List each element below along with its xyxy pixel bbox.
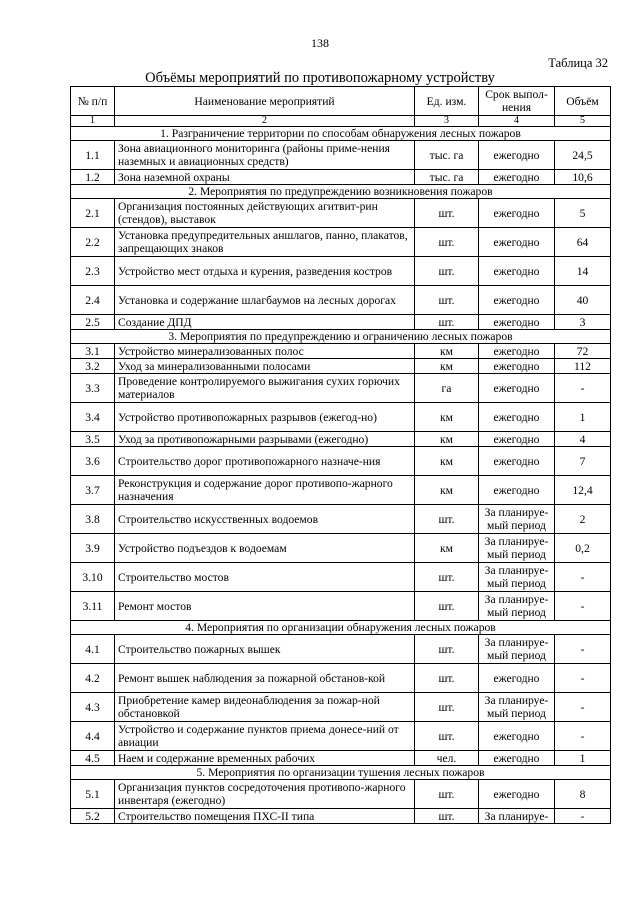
table-row [71, 722, 611, 751]
volume-cell: 10,6 [555, 170, 611, 185]
section-title: 1. Разграничение территории по способам обнаружения лесных пожаров [71, 127, 611, 141]
row-number: 4.5 [71, 751, 115, 766]
section-title: 5. Мероприятия по организации тушения лесных пожаров [71, 766, 611, 780]
table-row [71, 257, 611, 286]
row-number: 4.1 [71, 635, 115, 664]
term-cell: ежегодно [479, 257, 555, 286]
row-number: 3.10 [71, 563, 115, 592]
unit-cell: шт. [415, 722, 479, 751]
measure-name: Устройство мест отдыха и курения, разведения костров [115, 257, 415, 286]
header-term: Срок выпол-нения [479, 87, 555, 116]
unit-cell: шт. [415, 780, 479, 809]
row-number: 4.2 [71, 664, 115, 693]
measure-name: Создание ДПД [115, 315, 415, 330]
column-number: 2 [115, 116, 415, 127]
table-title: Объёмы мероприятий по противопожарному устройству [145, 70, 495, 86]
unit-cell: шт. [415, 693, 479, 722]
section-row [71, 127, 611, 141]
unit-cell: шт. [415, 664, 479, 693]
measure-name: Строительство искусственных водоемов [115, 505, 415, 534]
row-number: 2.1 [71, 199, 115, 228]
volume-cell: 24,5 [555, 141, 611, 170]
term-cell: За планируе-мый период [479, 534, 555, 563]
table-row [71, 447, 611, 476]
measure-name: Уход за противопожарными разрывами (ежегодно) [115, 432, 415, 447]
table-row [71, 359, 611, 374]
volume-cell: 3 [555, 315, 611, 330]
row-number: 1.1 [71, 141, 115, 170]
row-number: 3.1 [71, 344, 115, 359]
unit-cell: шт. [415, 228, 479, 257]
measure-name: Зона авиационного мониторинга (районы приме-нения наземных и авиационных средств) [115, 141, 415, 170]
unit-cell: га [415, 374, 479, 403]
row-number: 1.2 [71, 170, 115, 185]
row-number: 3.8 [71, 505, 115, 534]
unit-cell: км [415, 432, 479, 447]
term-cell: ежегодно [479, 476, 555, 505]
row-number: 2.2 [71, 228, 115, 257]
header-unit: Ед. изм. [415, 87, 479, 116]
unit-cell: шт. [415, 635, 479, 664]
row-number: 5.1 [71, 780, 115, 809]
table-row [71, 693, 611, 722]
section-title: 4. Мероприятия по организации обнаружения лесных пожаров [71, 621, 611, 635]
header-num: № п/п [71, 87, 115, 116]
row-number: 3.6 [71, 447, 115, 476]
term-cell: ежегодно [479, 664, 555, 693]
volume-cell: - [555, 664, 611, 693]
measure-name: Наем и содержание временных рабочих [115, 751, 415, 766]
unit-cell: шт. [415, 286, 479, 315]
table-row [71, 780, 611, 809]
volume-cell: 12,4 [555, 476, 611, 505]
term-cell: За планируе-мый период [479, 693, 555, 722]
column-number: 3 [415, 116, 479, 127]
measure-name: Зона наземной охраны [115, 170, 415, 185]
measure-name: Устройство и содержание пунктов приема донесе-ний от авиации [115, 722, 415, 751]
term-cell: ежегодно [479, 751, 555, 766]
unit-cell: км [415, 447, 479, 476]
term-cell: ежегодно [479, 722, 555, 751]
section-row [71, 621, 611, 635]
table-row [71, 505, 611, 534]
volume-cell: - [555, 635, 611, 664]
term-cell: ежегодно [479, 286, 555, 315]
table-row [71, 664, 611, 693]
volume-cell: - [555, 722, 611, 751]
term-cell: ежегодно [479, 170, 555, 185]
measure-name: Строительство дорог противопожарного назначе-ния [115, 447, 415, 476]
unit-cell: шт. [415, 315, 479, 330]
volume-cell: 40 [555, 286, 611, 315]
term-cell: ежегодно [479, 141, 555, 170]
table-row [71, 315, 611, 330]
column-number-row [71, 116, 611, 127]
table-row [71, 751, 611, 766]
table-row [71, 170, 611, 185]
section-row [71, 185, 611, 199]
volume-cell: 1 [555, 403, 611, 432]
unit-cell: шт. [415, 563, 479, 592]
measure-name: Строительство пожарных вышек [115, 635, 415, 664]
measure-name: Строительство помещения ПХС-II типа [115, 809, 415, 824]
table-label: Таблица 32 [548, 56, 608, 70]
row-number: 3.9 [71, 534, 115, 563]
unit-cell: тыс. га [415, 141, 479, 170]
unit-cell: км [415, 344, 479, 359]
table-row [71, 199, 611, 228]
unit-cell: км [415, 534, 479, 563]
term-cell: ежегодно [479, 432, 555, 447]
volume-cell: 64 [555, 228, 611, 257]
row-number: 4.4 [71, 722, 115, 751]
page-number: 138 [311, 36, 329, 50]
term-cell: За планируе-мый период [479, 505, 555, 534]
volume-cell: 72 [555, 344, 611, 359]
term-cell: За планируе- [479, 809, 555, 824]
table-row [71, 228, 611, 257]
table-row [71, 592, 611, 621]
term-cell: За планируе-мый период [479, 635, 555, 664]
row-number: 3.3 [71, 374, 115, 403]
table-row [71, 534, 611, 563]
table-body [71, 127, 611, 824]
volume-cell: 0,2 [555, 534, 611, 563]
term-cell: За планируе-мый период [479, 563, 555, 592]
table-row [71, 809, 611, 824]
volume-cell: - [555, 809, 611, 824]
header-volume: Объём [555, 87, 611, 116]
measure-name: Проведение контролируемого выжигания сухих горючих материалов [115, 374, 415, 403]
volume-cell: 1 [555, 751, 611, 766]
section-title: 3. Мероприятия по предупреждению и ограничению лесных пожаров [71, 330, 611, 344]
section-title: 2. Мероприятия по предупреждению возникновения пожаров [71, 185, 611, 199]
row-number: 5.2 [71, 809, 115, 824]
measure-name: Установка предупредительных аншлагов, панно, плакатов, запрещающих знаков [115, 228, 415, 257]
term-cell: ежегодно [479, 315, 555, 330]
measure-name: Устройство противопожарных разрывов (ежегод-но) [115, 403, 415, 432]
unit-cell: шт. [415, 809, 479, 824]
unit-cell: км [415, 403, 479, 432]
measure-name: Установка и содержание шлагбаумов на лесных дорогах [115, 286, 415, 315]
row-number: 4.3 [71, 693, 115, 722]
term-cell: ежегодно [479, 199, 555, 228]
table-row [71, 141, 611, 170]
row-number: 2.5 [71, 315, 115, 330]
row-number: 3.2 [71, 359, 115, 374]
table-row [71, 432, 611, 447]
unit-cell: шт. [415, 592, 479, 621]
term-cell: ежегодно [479, 344, 555, 359]
volume-cell: - [555, 693, 611, 722]
row-number: 3.5 [71, 432, 115, 447]
term-cell: ежегодно [479, 228, 555, 257]
column-number: 5 [555, 116, 611, 127]
row-number: 3.7 [71, 476, 115, 505]
unit-cell: км [415, 476, 479, 505]
column-number: 4 [479, 116, 555, 127]
table-row [71, 476, 611, 505]
measures-table [70, 86, 611, 824]
measure-name: Уход за минерализованными полосами [115, 359, 415, 374]
unit-cell: шт. [415, 505, 479, 534]
term-cell: ежегодно [479, 359, 555, 374]
term-cell: За планируе-мый период [479, 592, 555, 621]
header-row [71, 87, 611, 116]
measure-name: Приобретение камер видеонаблюдения за пожар-ной обстановкой [115, 693, 415, 722]
volume-cell: 5 [555, 199, 611, 228]
volume-cell: 14 [555, 257, 611, 286]
row-number: 2.4 [71, 286, 115, 315]
volume-cell: 4 [555, 432, 611, 447]
volume-cell: 2 [555, 505, 611, 534]
section-row [71, 766, 611, 780]
row-number: 2.3 [71, 257, 115, 286]
term-cell: ежегодно [479, 447, 555, 476]
table-row [71, 374, 611, 403]
unit-cell: шт. [415, 257, 479, 286]
unit-cell: тыс. га [415, 170, 479, 185]
volume-cell: 8 [555, 780, 611, 809]
measure-name: Реконструкция и содержание дорог противопо-жарного назначения [115, 476, 415, 505]
measure-name: Организация постоянных действующих агитвит-рин (стендов), выставок [115, 199, 415, 228]
volume-cell: - [555, 563, 611, 592]
measure-name: Устройство подъездов к водоемам [115, 534, 415, 563]
unit-cell: чел. [415, 751, 479, 766]
measure-name: Строительство мостов [115, 563, 415, 592]
row-number: 3.4 [71, 403, 115, 432]
term-cell: ежегодно [479, 403, 555, 432]
unit-cell: шт. [415, 199, 479, 228]
table-row [71, 403, 611, 432]
column-number: 1 [71, 116, 115, 127]
table-row [71, 344, 611, 359]
measure-name: Организация пунктов сосредоточения противопо-жарного инвентаря (ежегодно) [115, 780, 415, 809]
volume-cell: 7 [555, 447, 611, 476]
table-row [71, 635, 611, 664]
table-row [71, 563, 611, 592]
term-cell: ежегодно [479, 780, 555, 809]
table-row [71, 286, 611, 315]
header-name: Наименование мероприятий [115, 87, 415, 116]
measure-name: Устройство минерализованных полос [115, 344, 415, 359]
section-row [71, 330, 611, 344]
measure-name: Ремонт мостов [115, 592, 415, 621]
term-cell: ежегодно [479, 374, 555, 403]
volume-cell: - [555, 592, 611, 621]
row-number: 3.11 [71, 592, 115, 621]
volume-cell: - [555, 374, 611, 403]
unit-cell: км [415, 359, 479, 374]
measure-name: Ремонт вышек наблюдения за пожарной обстанов-кой [115, 664, 415, 693]
volume-cell: 112 [555, 359, 611, 374]
